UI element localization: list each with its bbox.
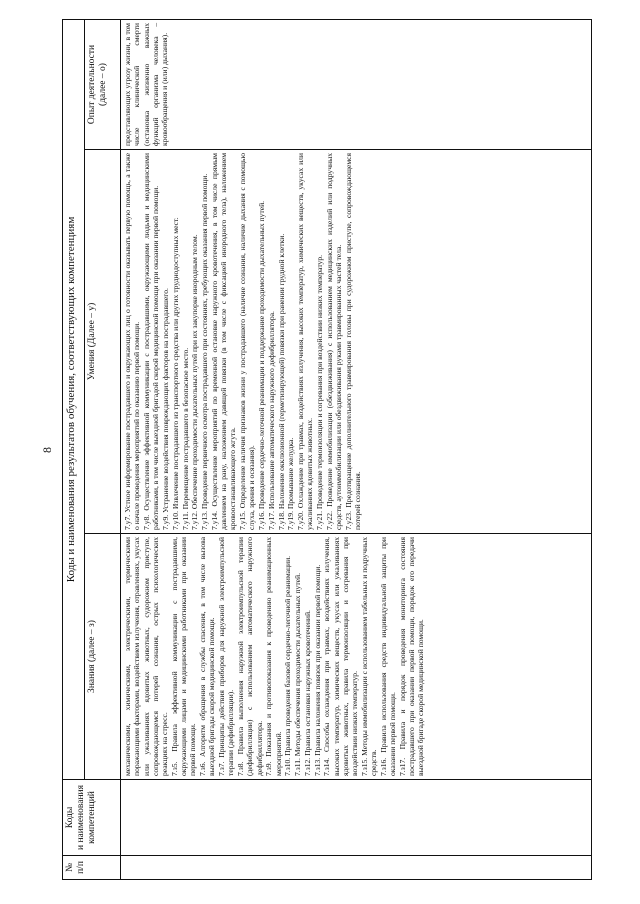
- experience-item: представляющих угрозу жизни, в том числе клинической смерти (остановка жизненно важных функций организма человека – кровообращения и (или) дыхания).: [123, 23, 169, 146]
- knowledge-item: 7.з10. Правила проведения базовой сердечно-легочной реанимации.: [283, 555, 293, 776]
- knowledge-cell: [121, 534, 592, 780]
- skills-item: 7.у13. Проведение первичного осмотра пострадавшего при состояниях, требующих оказания первой помощи.: [200, 173, 209, 530]
- knowledge-item: 7.з16. Правила использования средств индивидуальной защиты при оказании первой помощи.: [378, 537, 397, 776]
- skills-item: 7.у20. Охлаждение при травмах, воздействиях излучения, высоких температур, химических веществ, укусах или ужаливаниях ядовитых животных.: [296, 153, 315, 530]
- header-number: № п/п: [63, 856, 121, 880]
- knowledge-item: 7.з14. Способы охлаждения при травмах, воздействиях излучения, высоких температур, химических веществ, укусах или ужаливаниях ядовитых животных, правила термоизоляции и согревания при воздействии низких температур.: [322, 537, 359, 776]
- competency-table: [62, 19, 592, 880]
- skills-item: 7.у12. Обеспечение проходимости дыхательных путей при их закупорке инородным телом.: [190, 234, 200, 530]
- knowledge-item: 7.з17. Правила и порядок проведения мониторинга состояния пострадавшего при оказании первой помощи, порядок его передачи выездной бригаде скорой медицинской помощи.: [397, 537, 426, 776]
- skills-item: 7.у8. Осуществление эффективной коммуникации с пострадавшими, окружающими людьми и медицинскими работниками, в том числе выездной бригадой скорой медицинской помощи при оказании первой помощи.: [142, 153, 161, 530]
- knowledge-item: 7.з13. Правила наложения повязок при оказании первой помощи.: [312, 564, 322, 776]
- knowledge-item: механическими, химическими, электрическими, термическими поражающими факторами, воздействием излучения, отравлениях, укусах или ужаливаниях ядовитых животных, судорожном приступе, сопровождающемся потерей сознания, острых психологических реакциях на стресс.: [123, 537, 169, 776]
- skills-item: 7.у18. Наложение окклюзионной (герметизирующей) повязки при ранении грудной клетки.: [276, 233, 286, 530]
- knowledge-item: 7.з7. Принципы действия приборов для наружной электроимпульсной терапии (дефибрилляции).: [217, 537, 236, 776]
- skills-cell: [121, 150, 592, 534]
- skills-item: 7.у16. Проведение сердечно-легочной реанимации и поддержание проходимости дыхательных путей.: [257, 200, 266, 530]
- skills-item: 7.у9. Устранение воздействия повреждающих факторов на пострадавшего.: [161, 288, 170, 530]
- header-skills: Умения (Далее – у): [85, 150, 121, 534]
- header-group-title: Коды и наименования результатов обучения, соответствующих компетенциям: [63, 20, 85, 780]
- knowledge-item: 7.з12. Правила остановки наружных кровотечений.: [302, 610, 312, 776]
- skills-item: 7.у7. Устное информирование пострадавшего и окружающих лиц о готовности оказывать первую помощь, а также о начале проведения мероприятий по оказанию первой помощи.: [123, 153, 142, 530]
- skills-item: 7.у17. Использование автоматического наружного дефибриллятора.: [266, 311, 276, 530]
- skills-item: 7.у11. Перемещение пострадавшего в безопасное место.: [180, 347, 190, 530]
- knowledge-item: 7.з8. Правила выполнения наружной электроимпульсной терапии (дефибрилляции) с использованием автоматического наружного дефибриллятора.: [236, 537, 264, 776]
- cell-number: [121, 856, 592, 880]
- experience-cell: [121, 20, 592, 150]
- knowledge-item: 7.з11. Методы обеспечения проходимости дыхательных путей.: [293, 572, 302, 776]
- skills-item: 7.у19. Промывание желудка.: [286, 437, 296, 530]
- skills-item: 7.у22. Проведение иммобилизации (обездвиживания) с использованием медицинских изделий или подручных средств, аутоиммобилизации или обездвиживания руками травмированных частей тела.: [324, 153, 343, 530]
- knowledge-item: 7.з9. Показания и противопоказания к проведению реанимационных мероприятий.: [264, 537, 283, 776]
- skills-item: 7.у10. Извлечение пострадавшего из транспортного средства или других труднодоступных мест.: [170, 217, 180, 530]
- header-experience: Опыт деятельности (далее – о): [85, 20, 121, 150]
- rotated-page: [40, 20, 600, 880]
- page-number: 8: [40, 447, 54, 453]
- skills-item: 7.у14. Осуществление мероприятий по временной остановке наружного кровотечения, в том числе прямым давлением на рану, наложением давящей повязки (в том числе с фиксацией инородного тела), наложением кровоостанавливающего жгута.: [209, 153, 238, 530]
- knowledge-item: 7.з6. Алгоритм обращения в службы спасения, в том числе вызова выездной бригады скорой медицинской помощи.: [198, 537, 217, 776]
- skills-item: 7.у23. Предотвращение дополнительного травмирования головы при судорожном приступе, сопровождающемся потерей сознания.: [343, 153, 362, 530]
- skills-item: 7.у15. Определение наличия признаков жизни у пострадавшего (наличие сознания, наличие дыхания с помощью слуха, зрения и осязания).: [238, 153, 257, 530]
- header-knowledge: Знания (далее – з): [85, 534, 121, 780]
- knowledge-item: 7.з5. Правила эффективной коммуникации с пострадавшими, окружающими лицами и медицинскими работниками при оказании первой помощи.: [169, 537, 198, 776]
- knowledge-item: 7.з15. Методы иммобилизации с использованием табельных и подручных средств.: [359, 537, 378, 776]
- cell-codes: [121, 780, 592, 856]
- header-codes: Коды и наименования компетенций: [63, 780, 121, 856]
- skills-item: 7.у21. Проведение термоизоляции и согревания при воздействии низких температур.: [315, 254, 324, 530]
